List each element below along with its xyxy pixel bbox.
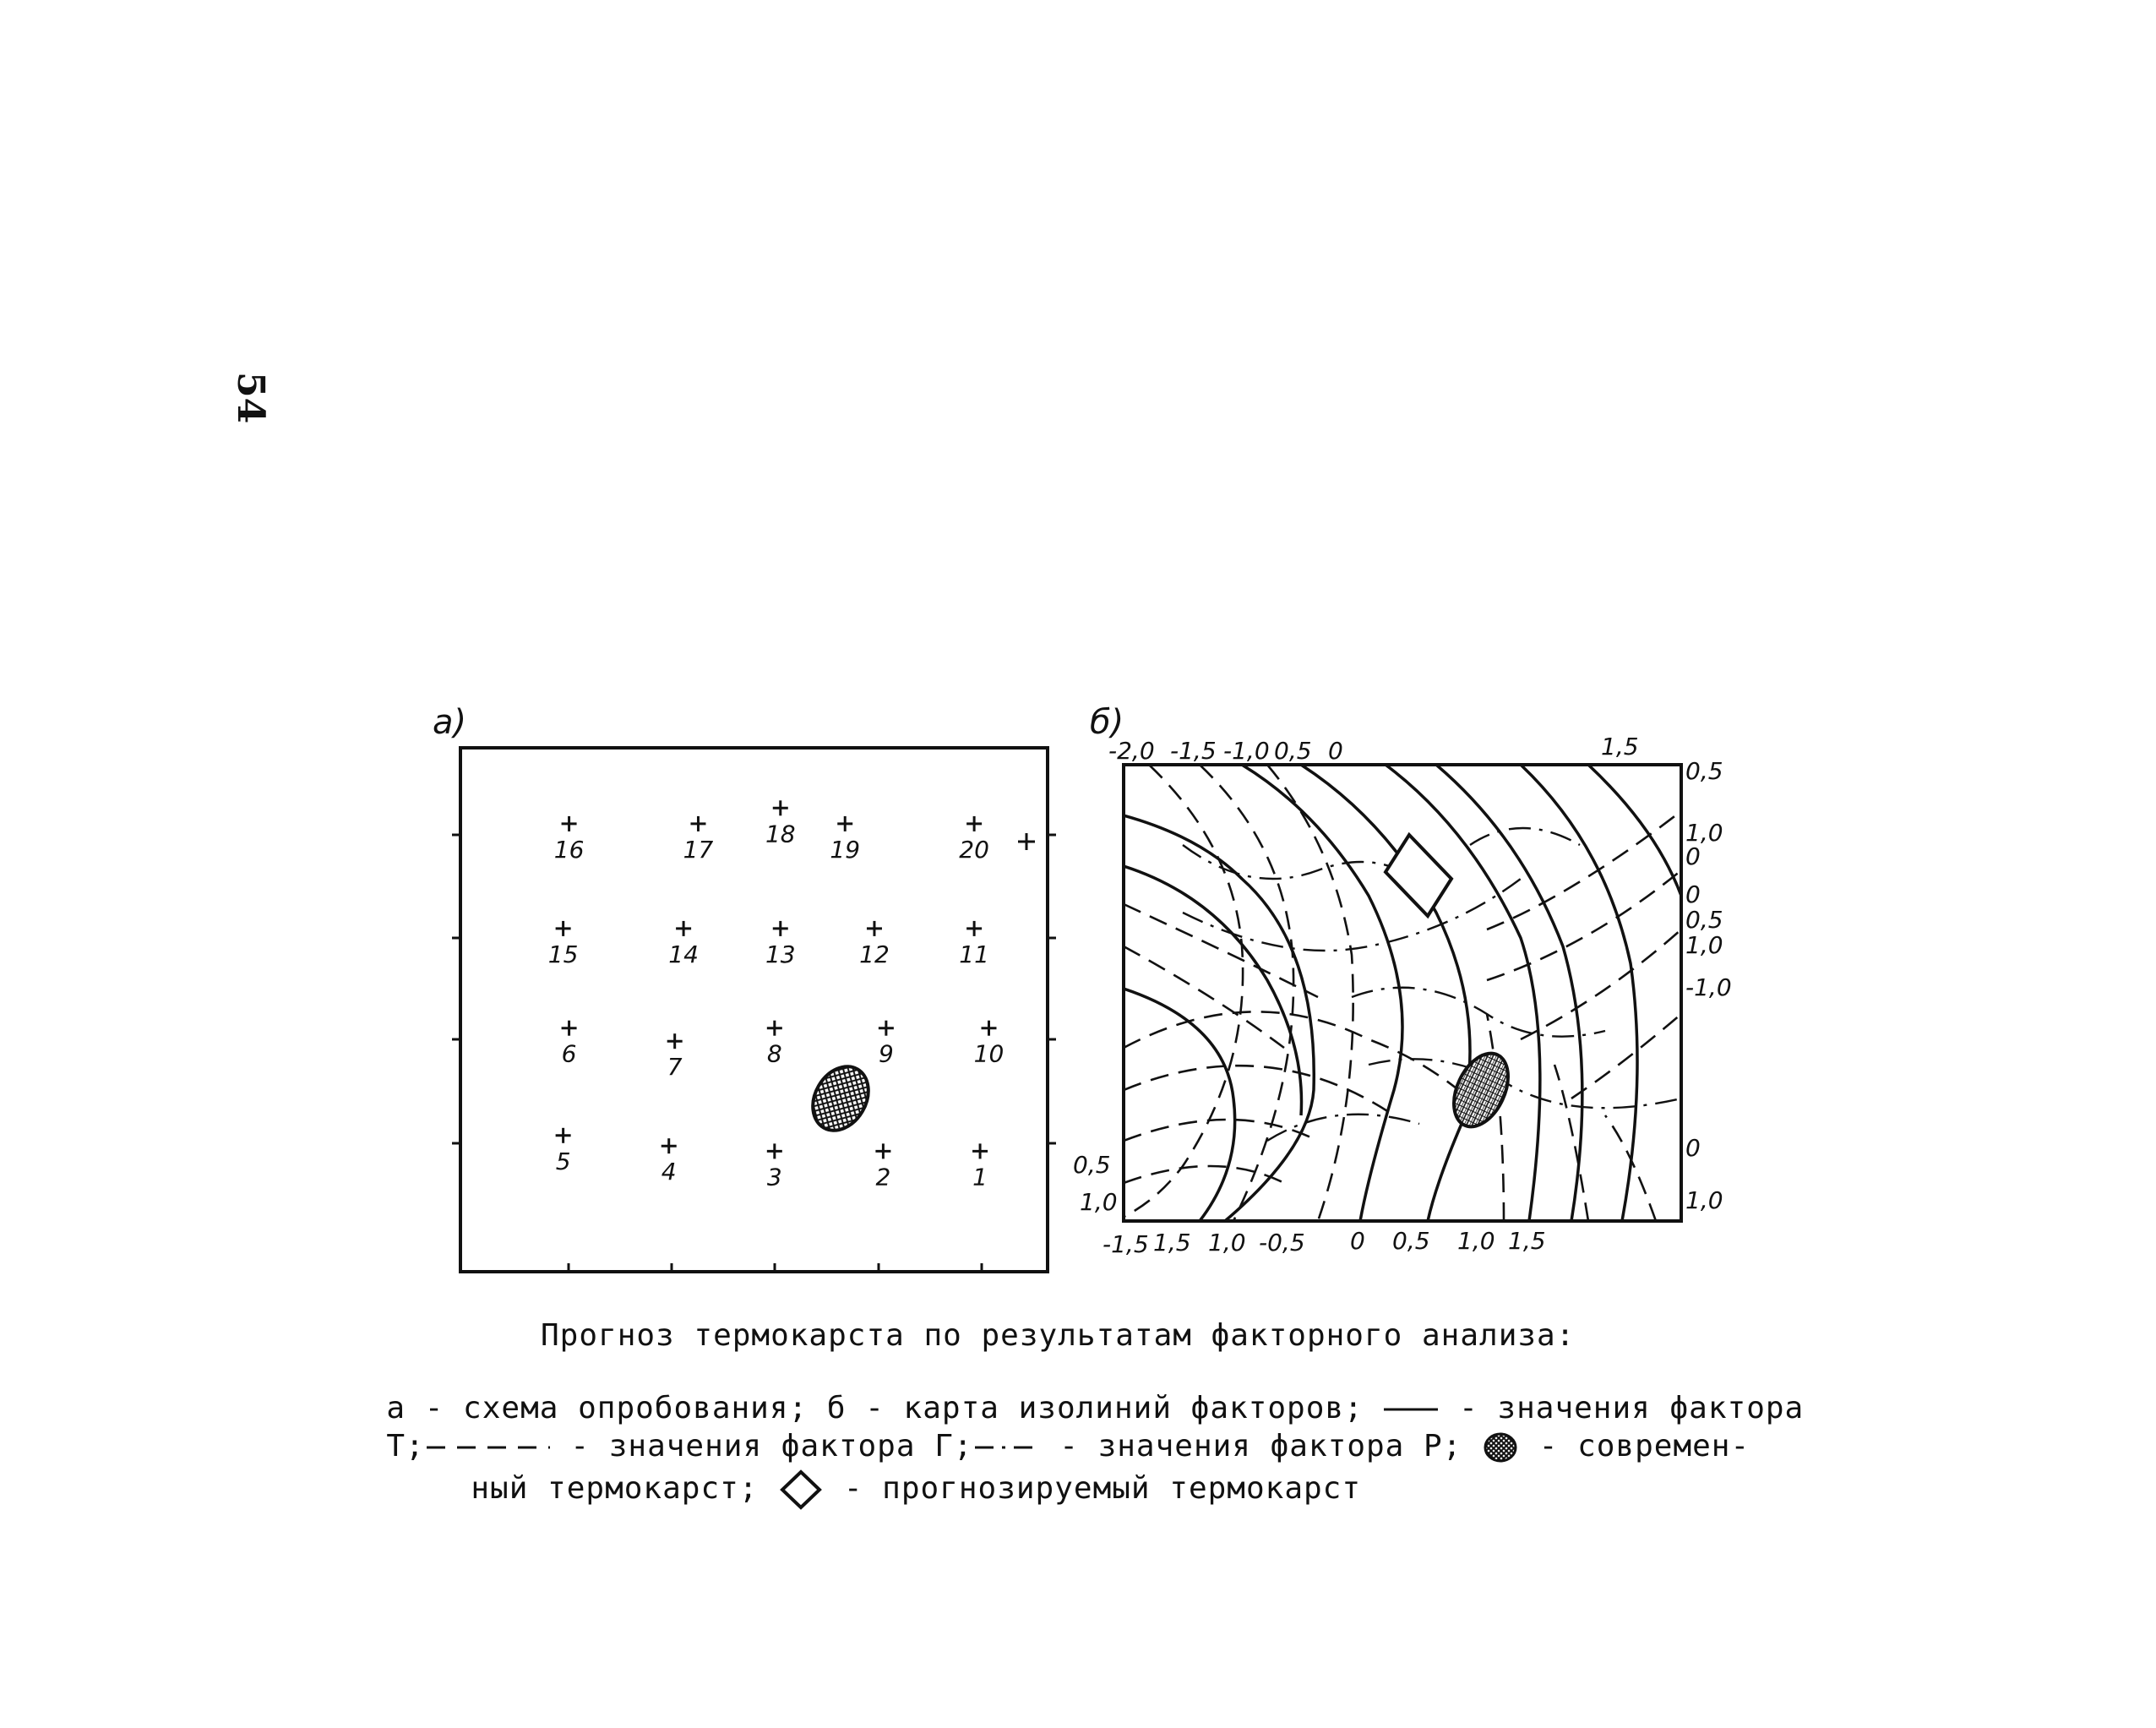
right-label: 0 (1685, 842, 1701, 870)
point-number: 6 (561, 1039, 577, 1068)
panel-b-label: б) (1090, 703, 1124, 742)
sampling-point (875, 1143, 890, 1191)
sampling-point (562, 1021, 577, 1068)
caption-text: а - схема опробования; б - карта изолиний факторов; (386, 1391, 1383, 1425)
right-label: 0,5 (1685, 757, 1723, 785)
caption-text: - прогнозируемый термокарст (825, 1471, 1362, 1506)
sampling-point (959, 921, 989, 968)
caption-text: - значения фактора Р; (1040, 1429, 1482, 1464)
top-label: 1,5 (1601, 733, 1639, 760)
top-label: 0 (1328, 737, 1343, 765)
sampling-point (972, 1143, 988, 1191)
bottom-label: 1,5 (1153, 1229, 1191, 1256)
point-number: 9 (878, 1039, 894, 1068)
sampling-point (767, 1143, 782, 1191)
sampling-point (662, 1138, 677, 1186)
bottom-label: -1,5 (1102, 1230, 1149, 1258)
sampling-point (667, 1033, 683, 1081)
sampling-point (554, 816, 585, 864)
sampling-point (859, 921, 890, 968)
panel-a-ticks (452, 833, 1056, 1272)
sampling-point (879, 1021, 894, 1068)
sampling-point (765, 800, 796, 848)
top-label: -2,0 (1108, 737, 1155, 765)
isoline-map (1124, 765, 1681, 1221)
bottom-label: 1,0 (1208, 1229, 1246, 1256)
current-thermokarst-b (1443, 1044, 1519, 1135)
point-number: 12 (859, 940, 890, 968)
point-number: 4 (661, 1158, 677, 1186)
point-number: 2 (875, 1163, 891, 1191)
point-number: 11 (959, 940, 989, 968)
point-number: 15 (547, 940, 579, 968)
sampling-point (668, 921, 699, 968)
point-number: 5 (555, 1147, 571, 1175)
hatched-ellipse-symbol (1481, 1431, 1520, 1464)
sampling-point (959, 816, 989, 864)
point-number: 16 (553, 835, 585, 864)
top-axis-labels (1108, 733, 1639, 765)
sampling-point (548, 921, 579, 968)
right-label: 0,5 (1685, 906, 1723, 934)
bottom-axis-labels (1102, 1227, 1546, 1258)
bottom-label: -0,5 (1259, 1229, 1305, 1256)
right-label: 0 (1685, 880, 1701, 908)
sampling-point (830, 816, 860, 864)
right-label: -1,0 (1685, 973, 1732, 1001)
caption-text: - значения фактора Г; (551, 1429, 973, 1464)
left-axis-labels (1073, 1151, 1118, 1216)
point-number: 13 (765, 940, 796, 968)
left-label: 0,5 (1073, 1151, 1111, 1179)
current-thermokarst-a (802, 1056, 879, 1140)
caption-text: - современ- (1520, 1429, 1750, 1464)
isolines-factor-t (1124, 765, 1681, 1221)
point-number: 7 (667, 1053, 683, 1082)
point-number: 1 (972, 1163, 988, 1191)
sampling-point (556, 1128, 571, 1175)
point-number: 20 (959, 835, 989, 864)
bottom-label: 1,5 (1508, 1227, 1546, 1255)
page-number: 54 (229, 372, 272, 424)
bottom-label: 0,5 (1392, 1227, 1430, 1255)
predicted-thermokarst (1386, 835, 1451, 916)
point-number: 8 (766, 1039, 782, 1068)
caption-text: ный термокарст; (471, 1471, 778, 1506)
bottom-label: 0 (1350, 1227, 1365, 1255)
isolines-factor-g (1124, 765, 1681, 1221)
panel-a (433, 703, 1056, 1272)
top-label: -1,0 (1223, 737, 1270, 765)
point-number: 19 (830, 835, 861, 864)
bottom-label: 1,0 (1457, 1227, 1495, 1255)
point-number: 17 (683, 835, 714, 864)
diamond-symbol (777, 1469, 825, 1511)
point-number: 10 (973, 1039, 1004, 1068)
caption-line-4 (433, 1434, 1361, 1511)
panel-a-label: a) (433, 703, 467, 742)
right-axis-labels (1685, 757, 1732, 1214)
top-label: -1,5 (1170, 737, 1217, 765)
caption-text: - значения фактора (1440, 1391, 1805, 1425)
panel-b-frame (1124, 765, 1681, 1221)
panel-a-frame (460, 748, 1048, 1272)
panel-b (1073, 703, 1732, 1258)
top-label: 0,5 (1274, 737, 1312, 765)
left-label: 1,0 (1080, 1188, 1118, 1216)
right-label: 1,0 (1685, 819, 1723, 847)
sampling-point (767, 1021, 782, 1068)
right-label: 0 (1685, 1134, 1701, 1162)
sampling-point (683, 816, 714, 864)
right-label: 1,0 (1685, 1186, 1723, 1214)
point-number: 18 (765, 820, 796, 848)
point-number: 14 (668, 940, 699, 968)
sampling-points (548, 800, 1004, 1191)
sampling-point (765, 921, 796, 968)
right-label: 1,0 (1685, 931, 1723, 959)
point-number: 3 (766, 1163, 782, 1191)
caption-line-1: Прогноз термокарста по результатам факторного анализа: (541, 1318, 1576, 1353)
caption-text: Т; (386, 1429, 425, 1464)
sampling-point (974, 1021, 1004, 1068)
